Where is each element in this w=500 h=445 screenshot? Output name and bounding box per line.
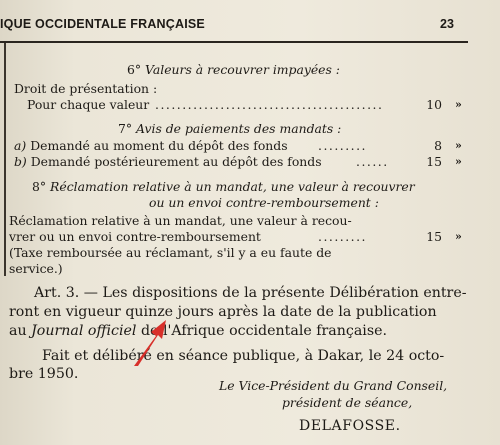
section-7-row-b-marker: b) — [14, 154, 27, 169]
column-rule — [4, 43, 6, 276]
signature-title-line2: président de séance, — [282, 395, 413, 410]
closing-line1: Fait et délibéré en séance publique, à Dakar, le 24 octo- — [42, 348, 445, 364]
section-8-number: 8° — [32, 179, 47, 194]
section-8-title-line1: Réclamation relative à un mandat, une valeur à recouvrer — [50, 179, 415, 194]
section-7-title: Avis de paiements des mandats : — [136, 121, 342, 136]
section-7-row-b-label: Demandé postérieurement au dépôt des fonds — [30, 154, 322, 169]
section-8-heading — [32, 179, 415, 194]
section-8-body-line1: Réclamation relative à un mandat, une valeur à recou- — [9, 213, 352, 228]
section-7-row-b-dots: ...... — [356, 154, 389, 169]
section-6-number: 6° — [127, 62, 142, 77]
article-3-line3-pre: au — [9, 323, 32, 339]
signatory-name: DELAFOSSE. — [299, 418, 401, 434]
section-6-row-dots: .......................................... — [155, 97, 384, 112]
section-7-number: 7° — [118, 121, 133, 136]
section-7-row-a — [14, 138, 288, 153]
section-8-title-line2: ou un envoi contre-remboursement : — [149, 195, 379, 210]
section-7-row-a-dots: ......... — [318, 138, 367, 153]
running-header-title: IQUE OCCIDENTALE FRANÇAISE — [0, 17, 205, 31]
section-6-row-label: Pour chaque valeur — [27, 97, 150, 112]
section-8-body-line3: (Taxe remboursée au réclamant, s'il y a eu faute de — [9, 245, 332, 260]
section-7-row-a-value: 8 — [434, 138, 442, 153]
section-8-body-value: 15 — [426, 229, 442, 244]
article-3-line2: ront en vigueur quinze jours après la date de la publication — [9, 304, 437, 320]
article-3-line3-post: de l'Afrique occidentale française. — [136, 323, 388, 339]
section-6-label: Droit de présentation : — [14, 81, 158, 96]
section-8-body-line4: service.) — [9, 261, 63, 276]
closing-line2: bre 1950. — [9, 366, 79, 382]
section-6-title: Valeurs à recouvrer impayées : — [145, 62, 340, 77]
red-arrow-icon — [132, 318, 172, 368]
header-rule — [0, 41, 468, 43]
article-3-line1: Art. 3. — Les dispositions de la présente Délibération entre- — [34, 285, 467, 301]
section-7-row-a-marker: a) — [14, 138, 27, 153]
section-7-row-b — [14, 154, 322, 169]
section-7-row-a-arrow: » — [455, 139, 462, 152]
page-number: 23 — [440, 17, 454, 31]
section-8-body-dots: ......... — [318, 229, 367, 244]
section-8-body-line2: vrer ou un envoi contre-remboursement — [9, 229, 261, 244]
section-7-heading — [118, 121, 341, 136]
section-7-row-a-label: Demandé au moment du dépôt des fonds — [30, 138, 288, 153]
signature-title-line1: Le Vice-Président du Grand Conseil, — [219, 378, 448, 393]
article-3-line3 — [9, 323, 387, 339]
section-8-body-arrow: » — [455, 230, 462, 243]
section-7-row-b-value: 15 — [426, 154, 442, 169]
journal-officiel-text: Journal officiel — [31, 323, 137, 339]
section-6-row-arrow: » — [455, 98, 462, 111]
section-7-row-b-arrow: » — [455, 155, 462, 168]
section-6-heading — [127, 62, 340, 77]
section-6-row-value: 10 — [426, 97, 442, 112]
